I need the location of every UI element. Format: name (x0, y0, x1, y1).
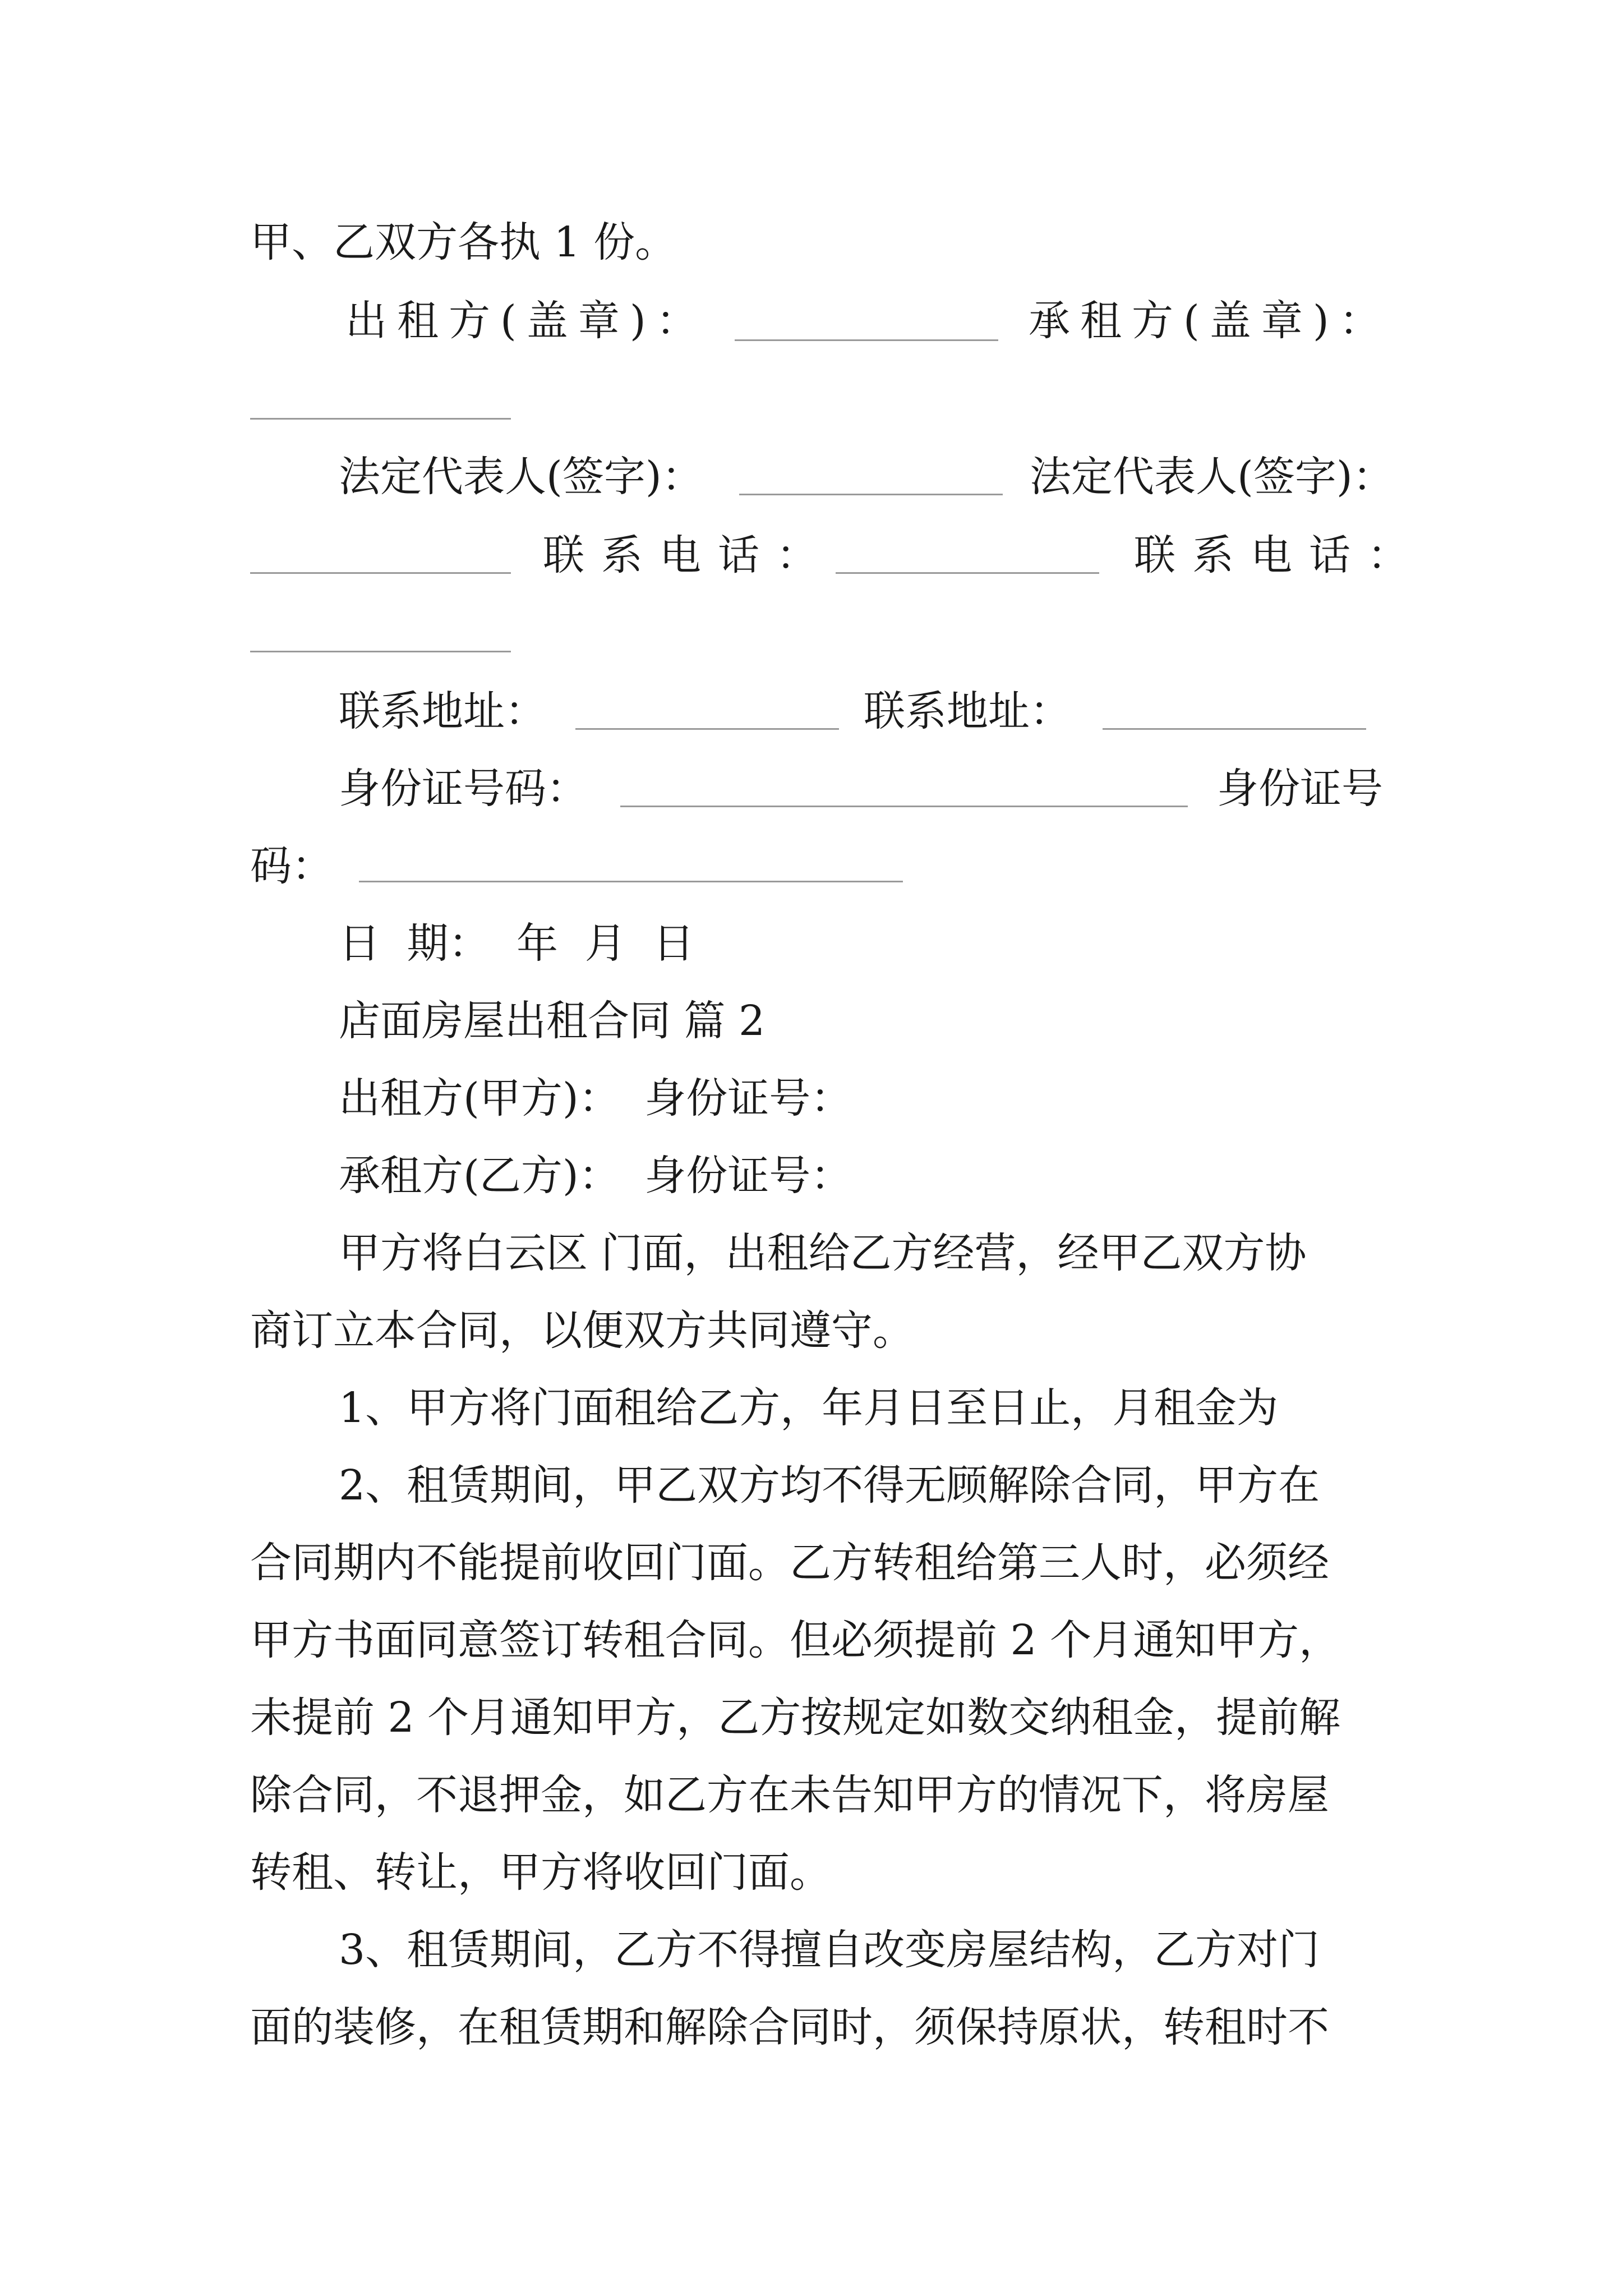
lessee-phone-label: 联系电话： (1134, 531, 1426, 579)
paragraph-line (0, 1303, 1623, 1359)
lessee-address-label: 联系地址： (864, 687, 1071, 735)
date-label: 日 期： 年 月 日 (339, 919, 695, 968)
lessee-address-blank[interactable] (1103, 728, 1366, 730)
lessor-id-label: 身份证号码： (339, 765, 588, 813)
text: 面的装修，在租赁期和解除合同时，须保持原状，转租时不 (250, 2003, 1329, 2051)
phone-line (0, 527, 1623, 583)
paragraph-line (0, 1612, 1623, 1668)
text: 合同期内不能提前收回门面。乙方转租给第三人时，必须经 (250, 1539, 1329, 1587)
paragraph-line (0, 1457, 1623, 1513)
paragraph-line (0, 1844, 1623, 1901)
id-line-continued (0, 838, 1623, 894)
lessee-id-blank[interactable] (359, 881, 903, 882)
address-line (0, 683, 1623, 739)
lessee-rep-label: 法定代表人(签字)： (1030, 453, 1394, 501)
lessor-phone-label: 联系电话： (543, 531, 834, 579)
text: 1、甲方将门面租给乙方，年月日至日止，月租金为 (339, 1384, 1279, 1432)
lessor-seal-label: 出租方(盖章)： (345, 297, 708, 345)
lessee-id-label: 身份证号 (1217, 765, 1383, 813)
section-title (0, 993, 1623, 1049)
text: 2、租赁期间，甲乙双方均不得无顾解除合同，甲方在 (339, 1461, 1320, 1510)
party-a-line (0, 1070, 1623, 1126)
party-b-line (0, 1148, 1623, 1204)
lessor-id-blank[interactable] (620, 806, 1188, 807)
lessee-phone-blank[interactable] (250, 651, 511, 652)
text-line (0, 214, 1623, 270)
lessee-id-label-cont: 码： (250, 842, 333, 890)
contract-title: 店面房屋出租合同 篇 2 (339, 997, 766, 1045)
text: 3、租赁期间，乙方不得擅自改变房屋结构，乙方对门 (339, 1926, 1320, 1974)
paragraph-line (0, 1380, 1623, 1436)
text: 甲、乙双方各执 1 份。 (250, 218, 677, 266)
text: 商订立本合同，以便双方共同遵守。 (250, 1306, 914, 1355)
date-line (0, 915, 1623, 972)
text: 未提前 2 个月通知甲方，乙方按规定如数交纳租金，提前解 (250, 1694, 1341, 1742)
signature-line (0, 449, 1623, 505)
text: 转租、转让，甲方将收回门面。 (250, 1848, 831, 1897)
party-a-label: 出租方(甲方)： 身份证号： (339, 1074, 852, 1122)
id-line (0, 761, 1623, 817)
text: 甲方书面同意签订转租合同。但必须提前 2 个月通知甲方， (250, 1616, 1341, 1664)
lessee-rep-blank[interactable] (250, 572, 511, 574)
paragraph-line (0, 1922, 1623, 1978)
party-b-label: 承租方(乙方)： 身份证号： (339, 1152, 852, 1200)
paragraph-line (0, 1690, 1623, 1746)
paragraph-line (0, 1999, 1623, 2055)
paragraph-line (0, 1767, 1623, 1823)
lessee-seal-blank[interactable] (250, 418, 511, 420)
text: 甲方将白云区 门面，出租给乙方经营，经甲乙双方协 (339, 1229, 1307, 1277)
lessor-rep-label: 法定代表人(签字)： (339, 453, 703, 501)
lessor-rep-blank[interactable] (739, 494, 1003, 495)
paragraph-line (0, 1535, 1623, 1591)
lessor-phone-blank[interactable] (836, 572, 1099, 574)
text: 除合同，不退押金，如乙方在未告知甲方的情况下，将房屋 (250, 1771, 1329, 1819)
lessee-seal-label: 承租方(盖章)： (1029, 297, 1391, 345)
lessor-address-label: 联系地址： (339, 687, 546, 735)
paragraph-line (0, 1225, 1623, 1281)
lessor-seal-blank[interactable] (735, 339, 998, 341)
lessor-address-blank[interactable] (575, 728, 839, 730)
